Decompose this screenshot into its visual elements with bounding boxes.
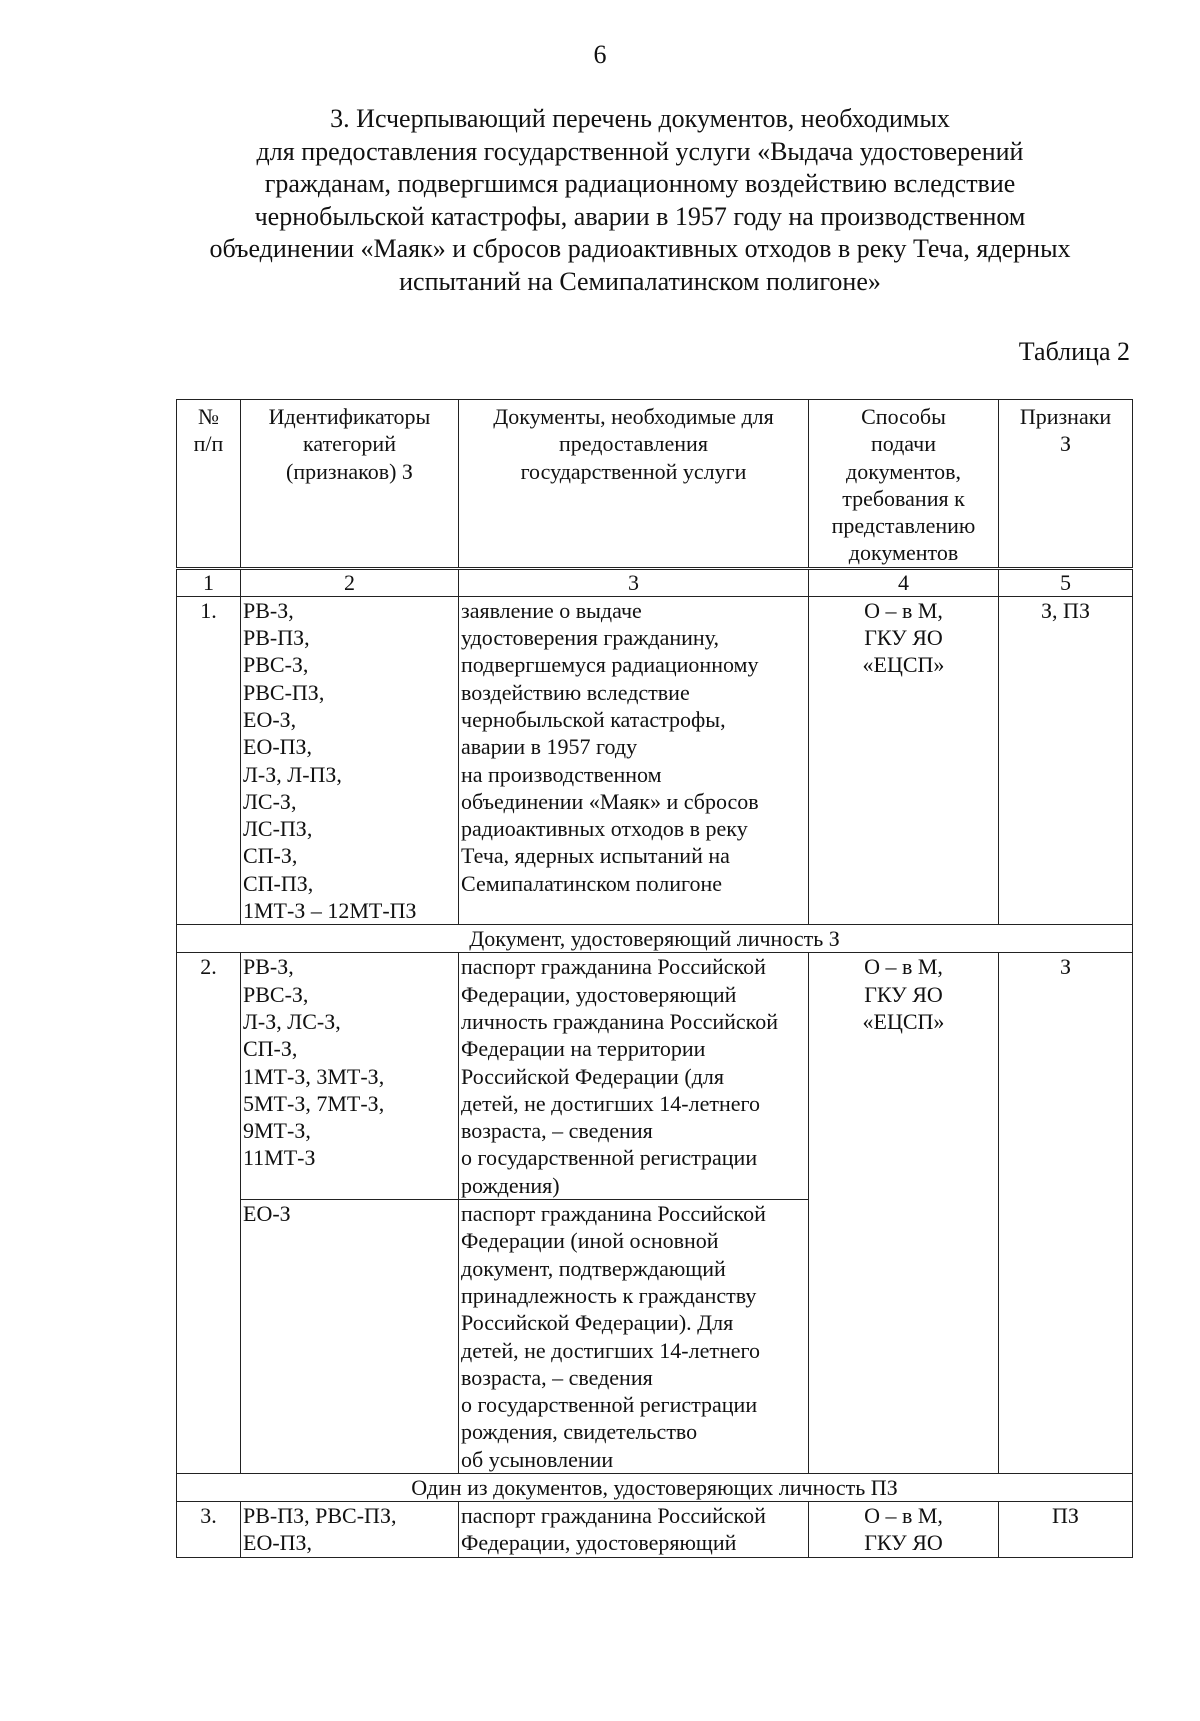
text-line: РВ-ПЗ, — [243, 625, 310, 651]
table-header-row — [177, 400, 1133, 569]
text-line: радиоактивных отходов в реку — [461, 816, 748, 842]
text-line: Российской Федерации). Для — [461, 1310, 734, 1336]
category-ids — [241, 1200, 459, 1474]
text-line: рождения) — [461, 1172, 560, 1198]
text-line: З — [1059, 431, 1072, 457]
header-category-ids — [241, 400, 459, 569]
title-line: гражданам, подвергшимся радиационному воздействию вследствие — [264, 169, 1016, 198]
text-line: возраста, – сведения — [461, 1118, 653, 1144]
text-line: рождения, свидетельство — [461, 1419, 698, 1445]
text-line: ЛС-З, — [243, 788, 297, 814]
text-line: документ, подтверждающий — [461, 1255, 726, 1281]
text-line: Федерации на территории — [461, 1036, 706, 1062]
title-line: чернобыльской катастрофы, аварии в 1957 году на производственном — [254, 201, 1026, 231]
header-required-documents — [459, 400, 809, 569]
text-line: подачи — [870, 431, 937, 457]
text-line: детей, не достигших 14-летнего — [461, 1090, 760, 1116]
document-description — [459, 1200, 809, 1474]
text-line: о государственной регистрации — [461, 1145, 758, 1171]
text-line: паспорт гражданина Российской — [461, 1201, 766, 1227]
text-line: О – в М, — [864, 597, 943, 623]
text-line: возраста, – сведения — [461, 1364, 653, 1390]
section-heading: Один из документов, удостоверяющих личность ПЗ — [177, 1473, 1133, 1501]
text-line: о государственной регистрации — [461, 1392, 758, 1418]
document-description — [459, 1501, 809, 1557]
submission-method — [809, 953, 999, 1474]
column-number: 4 — [809, 568, 999, 596]
text-line: ГКУ ЯО — [864, 625, 943, 651]
section-heading: Документ, удостоверяющий личность З — [177, 925, 1133, 953]
text-line: ГКУ ЯО — [864, 981, 943, 1007]
text-line: ГКУ ЯО — [864, 1530, 943, 1556]
column-number: 1 — [177, 568, 241, 596]
signs: ПЗ — [999, 1501, 1133, 1557]
text-line: Федерации, удостоверяющий — [461, 1530, 737, 1556]
header-signs — [999, 400, 1133, 569]
documents-table — [176, 399, 1133, 1558]
text-line: (признаков) З — [286, 458, 413, 484]
text-line: ЛС-ПЗ, — [243, 816, 313, 842]
text-line: паспорт гражданина Российской — [461, 954, 766, 980]
column-number: 5 — [999, 568, 1133, 596]
text-line: Идентификаторы — [268, 404, 431, 429]
row-number: 3. — [177, 1501, 241, 1557]
title-line: испытаний на Семипалатинском полигоне» — [399, 266, 881, 296]
title-line: 3. Исчерпывающий перечень документов, необходимых — [330, 104, 950, 133]
text-line: РВС-ПЗ, — [243, 679, 325, 705]
table-row — [177, 1501, 1133, 1557]
column-number: 2 — [241, 568, 459, 596]
text-line: принадлежность к гражданству — [461, 1282, 757, 1308]
text-line: О – в М, — [864, 954, 943, 980]
text-line: воздействию вследствие — [461, 679, 690, 705]
text-line: документов, — [846, 458, 961, 484]
text-line: № — [198, 404, 219, 429]
text-line: О – в М, — [864, 1502, 943, 1528]
text-line: ЕО-ПЗ, — [243, 734, 313, 760]
text-line: РВ-ПЗ, РВС-ПЗ, — [243, 1502, 397, 1528]
text-line: удостоверения гражданину, — [461, 625, 719, 651]
category-ids — [241, 596, 459, 925]
category-ids — [241, 953, 459, 1200]
text-line: «ЕЦСП» — [862, 1008, 945, 1034]
text-line: ЕО-З, — [243, 706, 297, 732]
text-line: Л-З, Л-ПЗ, — [243, 761, 342, 787]
text-line: представлению — [831, 513, 976, 539]
text-line: 5МТ-З, 7МТ-З, — [243, 1090, 385, 1116]
title-line: для предоставления государственной услуги «Выдача удостоверений — [256, 136, 1024, 166]
text-line: СП-З, — [243, 1036, 298, 1062]
text-line: Л-З, ЛС-З, — [243, 1008, 341, 1034]
section-row — [177, 1473, 1133, 1501]
text-line: объединении «Маяк» и сбросов — [461, 788, 759, 814]
table-row — [177, 953, 1133, 1200]
text-line: Документы, необходимые для — [493, 404, 774, 429]
text-line: аварии в 1957 году — [461, 734, 638, 760]
text-line: паспорт гражданина Российской — [461, 1502, 766, 1528]
category-ids — [241, 1501, 459, 1557]
text-line: категорий — [303, 431, 396, 457]
signs: З — [999, 953, 1133, 1474]
page-number: 6 — [593, 40, 607, 69]
title-line: объединении «Маяк» и сбросов радиоактивных отходов в реку Теча, ядерных — [209, 234, 1071, 263]
text-line: заявление о выдаче — [461, 597, 642, 623]
header-number — [177, 400, 241, 569]
section-title — [160, 103, 1120, 298]
column-numbers-row — [177, 568, 1133, 596]
text-line: Способы — [861, 404, 946, 429]
document-description — [459, 953, 809, 1200]
submission-method — [809, 1501, 999, 1557]
text-line: документов — [848, 540, 959, 566]
section-row — [177, 925, 1133, 953]
column-number: 3 — [459, 568, 809, 596]
text-line: РВ-З, — [243, 954, 294, 980]
text-line: Федерации, удостоверяющий — [461, 981, 737, 1007]
text-line: Российской Федерации (для — [461, 1063, 724, 1089]
text-line: государственной услуги — [520, 458, 747, 484]
text-line: СП-З, — [243, 843, 298, 869]
text-line: требования к — [842, 485, 965, 511]
table-row — [177, 596, 1133, 925]
text-line: Федерации (иной основной — [461, 1228, 719, 1254]
text-line: п/п — [193, 431, 224, 457]
text-line: Теча, ядерных испытаний на — [461, 843, 730, 869]
submission-method — [809, 596, 999, 925]
text-line: 11МТ-З — [243, 1145, 316, 1171]
text-line: РВС-З, — [243, 652, 309, 678]
signs: З, ПЗ — [999, 596, 1133, 925]
text-line: «ЕЦСП» — [862, 652, 945, 678]
text-line: предоставления — [559, 431, 708, 457]
text-line: ЕО-З — [243, 1201, 291, 1227]
text-line: 1МТ-З, 3МТ-З, — [243, 1063, 385, 1089]
text-line: об усыновлении — [461, 1446, 614, 1472]
text-line: Семипалатинском полигоне — [461, 870, 723, 896]
header-submission-methods — [809, 400, 999, 569]
document-description — [459, 596, 809, 925]
text-line: личность гражданина Российской — [461, 1008, 779, 1034]
text-line: 9МТ-З, — [243, 1118, 311, 1144]
text-line: ЕО-ПЗ, — [243, 1530, 313, 1556]
text-line: детей, не достигших 14-летнего — [461, 1337, 760, 1363]
table-label: Таблица 2 — [1018, 337, 1130, 366]
text-line: РВС-З, — [243, 981, 309, 1007]
row-number: 2. — [177, 953, 241, 1474]
text-line: Признаки — [1019, 404, 1112, 429]
text-line: подвергшемуся радиационному — [461, 652, 759, 678]
text-line: РВ-З, — [243, 597, 294, 623]
text-line: 1МТ-З – 12МТ-ПЗ — [243, 898, 417, 924]
text-line: чернобыльской катастрофы, — [461, 706, 726, 732]
text-line: на производственном — [461, 761, 662, 787]
row-number: 1. — [177, 596, 241, 925]
text-line: СП-ПЗ, — [243, 870, 314, 896]
